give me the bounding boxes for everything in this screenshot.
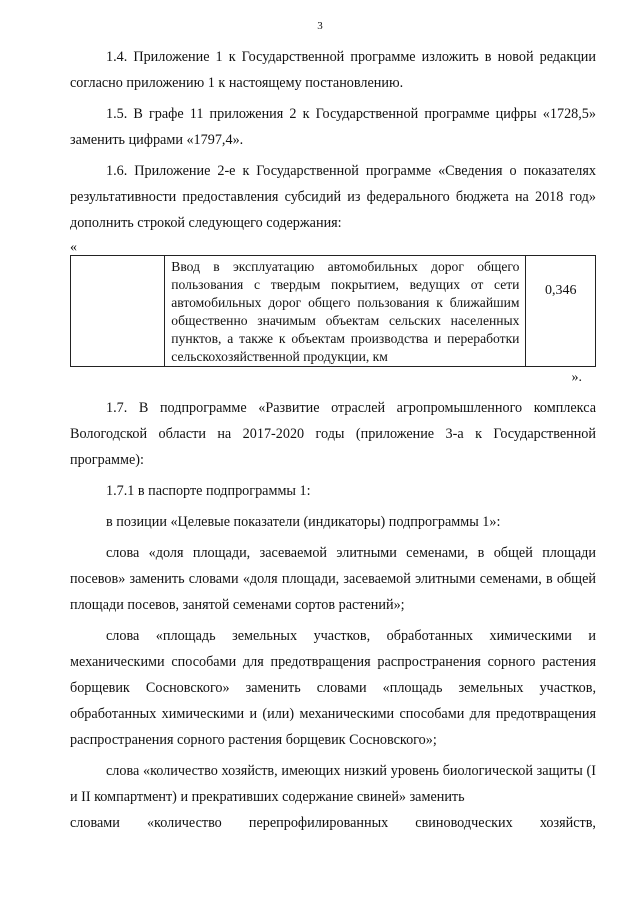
word: свиноводческих xyxy=(415,815,513,831)
paragraph-1-6: 1.6. Приложение 2-е к Государственной программе «Сведения о показателях результативности предоставления субсидий из федерального бюджета на 2018 год» дополнить строкой следующего содержания: xyxy=(70,163,596,231)
paragraph-words-2: слова «площадь земельных участков, обработанных химическими и механическими способами для предотвращения распространения сорного растения борщевик Сосновского» заменить словами «площадь земельных участков, обработанных химическими и (или) механическими способами для предотвращения распространения сорного растения борщевик Сосновского»; xyxy=(70,628,596,748)
inserted-row-table xyxy=(70,255,596,367)
word: хозяйств, xyxy=(539,815,596,831)
paragraph-words-3: слова «количество хозяйств, имеющих низкий уровень биологической защиты (I и II компартмент) и прекративших содержание свиней» заменить xyxy=(70,763,596,805)
paragraph-1-7-1: 1.7.1 в паспорте подпрограммы 1: xyxy=(106,483,311,499)
table-cell-empty xyxy=(71,256,165,367)
paragraph-1-5: 1.5. В графе 11 приложения 2 к Государственной программе цифры «1728,5» заменить цифрами «1797,4». xyxy=(70,106,596,148)
word: словами xyxy=(70,815,120,831)
document-body xyxy=(70,44,596,841)
table-cell-value: 0,346 xyxy=(526,256,596,367)
page-number: 3 xyxy=(317,20,323,32)
word: перепрофилированных xyxy=(248,815,389,831)
paragraph-words-3-continued xyxy=(70,810,596,836)
paragraph-position: в позиции «Целевые показатели (индикаторы) подпрограммы 1»: xyxy=(106,514,501,530)
table-open-quote: « xyxy=(70,240,77,255)
table-cell-indicator: Ввод в эксплуатацию автомобильных дорог общего пользования с твердым покрытием, ведущих от сети автомобильных дорог общего пользования к ближайшим общественно значимым объектам сельских населенных пунктов, а также к объектам производства и переработки сельскохозяйственной продукции, км xyxy=(165,256,526,367)
table-close-quote: ». xyxy=(571,370,582,385)
word: «количество xyxy=(146,815,222,831)
paragraph-words-1: слова «доля площади, засеваемой элитными семенами, в общей площади посевов» заменить словами «доля площади, засеваемой элитными семенами, в общей площади посевов, занятой семенами сортов растений»; xyxy=(70,545,596,613)
table-row xyxy=(71,256,596,367)
paragraph-1-7: 1.7. В подпрограмме «Развитие отраслей агропромышленного комплекса Вологодской области на 2017-2020 годы (приложение 3-а к Государственной программе): xyxy=(70,400,596,468)
paragraph-1-4: 1.4. Приложение 1 к Государственной программе изложить в новой редакции согласно приложению 1 к настоящему постановлению. xyxy=(70,49,596,91)
